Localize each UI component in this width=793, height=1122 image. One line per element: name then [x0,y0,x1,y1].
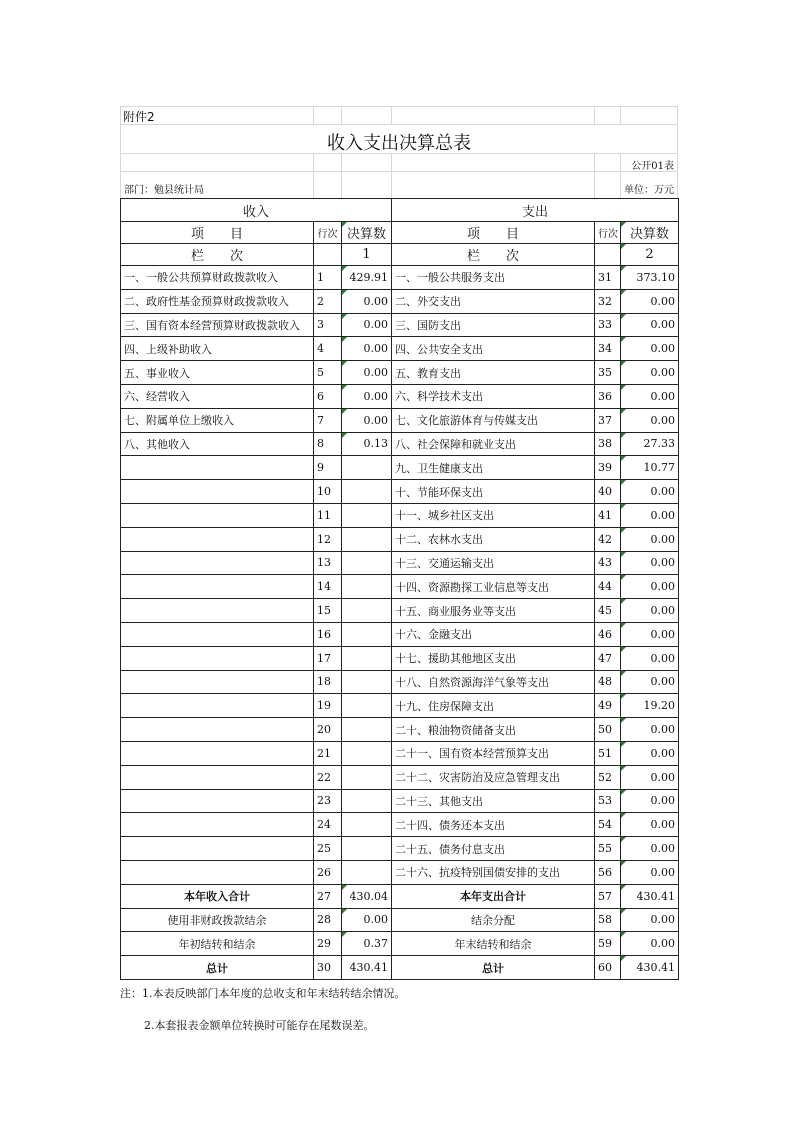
income-item [121,456,314,480]
expense-item: 十四、资源勘探工业信息等支出 [392,575,595,599]
expense-amount: 10.77 [621,456,679,480]
income-item [121,718,314,742]
page-title: 收入支出决算总表 [327,133,471,154]
expense-row-number: 56 [595,860,621,884]
expense-amount: 0.00 [621,860,679,884]
expense-row-number: 59 [595,932,621,956]
expense-item: 三、国防支出 [392,313,595,337]
expense-summary-item: 本年支出合计 [392,884,595,908]
table-row [121,575,679,599]
department-label: 部门：勉县统计局 [124,185,204,196]
table-row [121,741,679,765]
income-amount [342,837,392,861]
income-row-number: 22 [314,765,342,789]
income-amount-header: 决算数 [342,222,392,244]
income-item [121,741,314,765]
income-item: 二、政府性基金预算财政拨款收入 [121,289,314,313]
expense-amount: 0.00 [621,837,679,861]
income-summary-item: 本年收入合计 [121,884,314,908]
expense-amount: 0.00 [621,789,679,813]
income-row-number: 3 [314,313,342,337]
income-row-number: 15 [314,599,342,623]
report-sheet [120,106,678,1034]
expense-amount: 430.41 [621,956,679,980]
income-item: 六、经营收入 [121,384,314,408]
expense-row-number: 42 [595,527,621,551]
expense-item: 一、一般公共服务支出 [392,266,595,290]
expense-item: 六、科学技术支出 [392,384,595,408]
income-row-number: 5 [314,361,342,385]
income-amount [342,789,392,813]
column-index-row [121,244,679,266]
income-amount [342,503,392,527]
expense-amount: 0.00 [621,599,679,623]
income-item: 四、上级补助收入 [121,337,314,361]
income-row-number: 8 [314,432,342,456]
expense-amount: 0.00 [621,622,679,646]
table-row [121,837,679,861]
expense-row-number: 40 [595,480,621,504]
summary-row [121,884,679,908]
table-row [121,456,679,480]
expense-row-number: 45 [595,599,621,623]
income-amount [342,575,392,599]
income-item [121,837,314,861]
expense-row-number: 51 [595,741,621,765]
expense-amount: 0.00 [621,289,679,313]
income-row-number: 21 [314,741,342,765]
income-row-number: 18 [314,670,342,694]
income-amount: 430.04 [342,884,392,908]
income-item [121,789,314,813]
income-item [121,480,314,504]
expense-summary-item: 结余分配 [392,908,595,932]
expense-item: 二十六、抗疫特别国债安排的支出 [392,860,595,884]
table-row [121,384,679,408]
expense-amount: 0.00 [621,408,679,432]
expense-amount: 0.00 [621,503,679,527]
income-item: 三、国有资本经营预算财政拨款收入 [121,313,314,337]
expense-item: 五、教育支出 [392,361,595,385]
grid-line [620,154,621,171]
table-row [121,813,679,837]
section-header-row [121,199,679,222]
income-row-number: 24 [314,813,342,837]
expense-amount: 0.00 [621,718,679,742]
income-amount [342,646,392,670]
grid-line [620,107,621,124]
expense-summary-item: 年末结转和结余 [392,932,595,956]
income-amount: 0.00 [342,337,392,361]
expense-amount: 19.20 [621,694,679,718]
income-row-number: 23 [314,789,342,813]
expense-amount: 0.00 [621,908,679,932]
grid-line [391,107,392,124]
expense-item: 二十二、灾害防治及应急管理支出 [392,765,595,789]
expense-amount: 0.00 [621,527,679,551]
expense-row-number: 41 [595,503,621,527]
expense-amount: 0.00 [621,575,679,599]
expense-amount: 0.00 [621,765,679,789]
grid-line [594,154,595,171]
table-row [121,289,679,313]
expense-amount: 430.41 [621,884,679,908]
expense-item: 二、外交支出 [392,289,595,313]
expense-amount: 0.00 [621,337,679,361]
income-column-label: 栏 次 [121,244,314,266]
income-item-header: 项 目 [121,222,314,244]
expense-item-header: 项 目 [392,222,595,244]
income-amount [342,670,392,694]
income-summary-item: 使用非财政拨款结余 [121,908,314,932]
table-row [121,551,679,575]
expense-row-number: 47 [595,646,621,670]
table-row [121,622,679,646]
income-amount: 0.00 [342,384,392,408]
grid-line [391,172,392,198]
income-item [121,575,314,599]
table-row [121,432,679,456]
expense-item: 二十一、国有资本经营预算支出 [392,741,595,765]
income-amount: 0.00 [342,408,392,432]
income-header: 收入 [121,199,392,222]
expense-row-number: 55 [595,837,621,861]
income-expense-table [120,198,679,980]
income-item [121,694,314,718]
income-row-number: 9 [314,456,342,480]
expense-amount: 0.00 [621,813,679,837]
expense-row-number: 50 [595,718,621,742]
unit-label: 单位：万元 [624,185,674,196]
income-amount [342,694,392,718]
income-row-number: 27 [314,884,342,908]
expense-amount: 0.00 [621,646,679,670]
table-row [121,408,679,432]
income-rowno-header: 行次 [314,222,342,244]
expense-row-number: 54 [595,813,621,837]
form-code-row [120,153,678,171]
income-row-number: 30 [314,956,342,980]
income-row-number: 28 [314,908,342,932]
income-item [121,622,314,646]
table-row [121,480,679,504]
income-amount [342,551,392,575]
table-row [121,765,679,789]
expense-amount: 0.00 [621,361,679,385]
table-row [121,266,679,290]
expense-amount: 0.00 [621,551,679,575]
expense-row-number: 39 [595,456,621,480]
summary-row [121,908,679,932]
income-amount [342,480,392,504]
income-amount: 0.00 [342,908,392,932]
income-item [121,860,314,884]
expense-row-number: 32 [595,289,621,313]
income-amount: 0.00 [342,313,392,337]
income-row-number: 2 [314,289,342,313]
income-amount: 0.13 [342,432,392,456]
expense-item: 二十四、债务还本支出 [392,813,595,837]
grid-line [313,107,314,124]
expense-amount: 27.33 [621,432,679,456]
income-row-number: 1 [314,266,342,290]
expense-item: 十一、城乡社区支出 [392,503,595,527]
expense-item: 九、卫生健康支出 [392,456,595,480]
expense-amount: 0.00 [621,313,679,337]
expense-row-number: 57 [595,884,621,908]
expense-item: 十八、自然资源海洋气象等支出 [392,670,595,694]
expense-row-number: 31 [595,266,621,290]
income-amount [342,765,392,789]
expense-amount-header: 决算数 [621,222,679,244]
income-item [121,503,314,527]
grid-line [620,172,621,198]
income-item [121,527,314,551]
expense-summary-item: 总计 [392,956,595,980]
table-row [121,361,679,385]
expense-row-number: 46 [595,622,621,646]
income-row-number: 25 [314,837,342,861]
income-item: 八、其他收入 [121,432,314,456]
income-row-number: 16 [314,622,342,646]
form-code: 公开01表 [631,161,674,172]
expense-item: 七、文化旅游体育与传媒支出 [392,408,595,432]
income-row-number: 6 [314,384,342,408]
income-amount: 0.00 [342,361,392,385]
expense-header: 支出 [392,199,679,222]
table-row [121,694,679,718]
expense-item: 八、社会保障和就业支出 [392,432,595,456]
expense-row-number: 33 [595,313,621,337]
expense-row-number: 37 [595,408,621,432]
expense-row-number: 60 [595,956,621,980]
expense-row-number: 53 [595,789,621,813]
expense-row-number: 44 [595,575,621,599]
expense-amount: 0.00 [621,670,679,694]
grid-line [313,172,314,198]
expense-item: 十、节能环保支出 [392,480,595,504]
table-row [121,313,679,337]
table-row [121,503,679,527]
income-item [121,813,314,837]
expense-row-number: 38 [595,432,621,456]
expense-row-number: 58 [595,908,621,932]
expense-item: 十六、金融支出 [392,622,595,646]
grid-line [594,107,595,124]
income-row-number: 26 [314,860,342,884]
income-row-number: 11 [314,503,342,527]
expense-item: 十五、商业服务业等支出 [392,599,595,623]
income-item: 五、事业收入 [121,361,314,385]
income-row-number: 13 [314,551,342,575]
attachment-row [120,106,678,124]
grid-line [594,172,595,198]
expense-row-number: 34 [595,337,621,361]
income-item [121,670,314,694]
table-row [121,670,679,694]
expense-amount: 0.00 [621,741,679,765]
table-row [121,789,679,813]
expense-item: 十九、住房保障支出 [392,694,595,718]
income-amount [342,741,392,765]
expense-row-number: 43 [595,551,621,575]
grid-line [341,172,342,198]
note-2: 2.本套报表金额单位转换时可能存在尾数误差。 [144,1018,375,1032]
income-column-number: 1 [342,244,392,266]
table-row [121,646,679,670]
income-item [121,551,314,575]
empty-cell [595,244,621,266]
expense-item: 二十、粮油物资储备支出 [392,718,595,742]
income-amount: 430.41 [342,956,392,980]
income-item: 七、附属单位上缴收入 [121,408,314,432]
expense-amount: 373.10 [621,266,679,290]
grid-line [341,154,342,171]
income-amount [342,599,392,623]
summary-row [121,932,679,956]
expense-item: 二十五、债务付息支出 [392,837,595,861]
income-summary-item: 年初结转和结余 [121,932,314,956]
summary-row [121,956,679,980]
expense-column-number: 2 [621,244,679,266]
column-header-row [121,222,679,244]
income-row-number: 14 [314,575,342,599]
expense-column-label: 栏 次 [392,244,595,266]
table-row [121,718,679,742]
income-amount [342,860,392,884]
empty-cell [314,244,342,266]
income-item [121,646,314,670]
expense-item: 二十三、其他支出 [392,789,595,813]
expense-item: 十二、农林水支出 [392,527,595,551]
income-row-number: 29 [314,932,342,956]
expense-amount: 0.00 [621,932,679,956]
department-row [120,171,678,198]
income-item [121,765,314,789]
income-row-number: 20 [314,718,342,742]
income-row-number: 4 [314,337,342,361]
grid-line [313,154,314,171]
income-row-number: 7 [314,408,342,432]
notes [120,986,678,1034]
table-row [121,599,679,623]
table-row [121,337,679,361]
income-row-number: 19 [314,694,342,718]
expense-row-number: 35 [595,361,621,385]
expense-amount: 0.00 [621,480,679,504]
income-amount [342,813,392,837]
expense-rowno-header: 行次 [595,222,621,244]
grid-line [341,107,342,124]
expense-row-number: 48 [595,670,621,694]
note-1: 注：1.本表反映部门本年度的总收支和年末结转结余情况。 [120,986,406,1000]
income-amount: 0.00 [342,289,392,313]
income-row-number: 17 [314,646,342,670]
expense-item: 十三、交通运输支出 [392,551,595,575]
income-amount [342,527,392,551]
income-amount: 429.91 [342,266,392,290]
expense-row-number: 52 [595,765,621,789]
expense-item: 四、公共安全支出 [392,337,595,361]
income-row-number: 10 [314,480,342,504]
income-amount [342,622,392,646]
income-summary-item: 总计 [121,956,314,980]
table-row [121,527,679,551]
income-row-number: 12 [314,527,342,551]
income-item [121,599,314,623]
grid-line [391,154,392,171]
title-row [120,124,678,153]
income-amount: 0.37 [342,932,392,956]
income-amount [342,718,392,742]
income-amount [342,456,392,480]
expense-row-number: 49 [595,694,621,718]
expense-row-number: 36 [595,384,621,408]
table-row [121,860,679,884]
income-item: 一、一般公共预算财政拨款收入 [121,266,314,290]
expense-amount: 0.00 [621,384,679,408]
expense-item: 十七、援助其他地区支出 [392,646,595,670]
attachment-label: 附件2 [123,110,155,124]
